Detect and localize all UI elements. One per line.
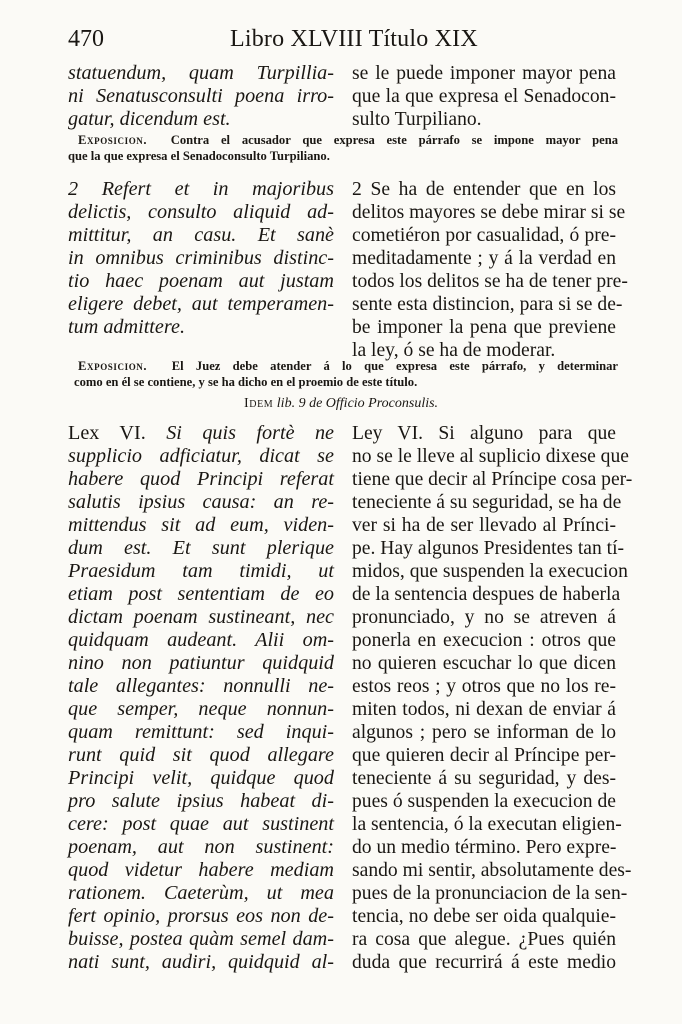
spanish-line: teneciente á su seguridad, y des- [352,768,616,789]
latin-line: 2 Refert et in majoribus [68,178,334,200]
latin-line: delictis, consulto aliquid ad- [68,201,334,223]
latin-column-block-1 [68,62,334,131]
latin-line: eligere debet, aut temperamen- [68,293,334,315]
latin-line: nati sunt, audiri, quidquid al- [68,951,334,973]
source-author: Idem [244,396,274,411]
spanish-line: be imponer la pena que previene [352,317,616,338]
exposicion-line: como en él se contiene, y se ha dicho en el proemio de este título. [74,375,418,389]
spanish-line: sulto Turpiliano. [352,109,482,130]
spanish-line: do un medio término. Pero expre- [352,837,617,858]
exposicion-line: El Juez debe atender á lo que expresa este párrafo, y determinar [171,359,619,373]
exposicion-line: Contra el acusador que expresa este párrafo se impone mayor pena [170,133,619,147]
spanish-column-block-2 [352,178,628,362]
spanish-column-block-1 [352,62,616,131]
page-number: 470 [68,26,104,52]
latin-line: nino non patiuntur quidquid [68,652,334,674]
law-heading: Lex VI. [68,422,146,444]
spanish-line: tencia, no debe ser oida qualquie- [352,906,616,927]
spanish-line: todos los delitos se ha de tener pre- [352,271,628,292]
latin-line: supplicio adficiatur, dicat se [68,445,334,467]
exposicion-label: Exposicion. [78,133,148,147]
latin-line: runt quid sit quod allegare [68,744,334,766]
spanish-line: ponerla en execucion : otros que [352,630,616,651]
spanish-line: tiene que decir al Príncipe cosa per- [352,469,633,490]
spanish-line: miten todos, ni dexan de enviar á [352,699,616,720]
spanish-line: pe. Hay algunos Presidentes tan tí- [352,538,625,559]
spanish-line: que quieren decir al Príncipe per- [352,745,616,766]
spanish-line: que la que expresa el Senadocon- [352,86,616,107]
latin-line: etiam post sententiam de eo [68,583,334,605]
latin-line: statuendum, quam Turpillia- [68,62,334,84]
spanish-line: de la sentencia despues de haberla [352,584,621,605]
latin-line: Lex VI. Si quis fortè ne [68,422,334,444]
spanish-line: pues ó suspenden la execucion de [352,791,616,812]
spanish-line: Ley VI. Si alguno para que [352,423,616,444]
latin-line: tum admittere. [68,316,185,338]
spanish-line: cometiéron por casualidad, ó pre- [352,225,616,246]
spanish-line: no quieren escuchar lo que dicen [352,653,616,674]
latin-line: salutis ipsius causa: an re- [68,491,334,513]
latin-line: habere quod Principi referat [68,468,334,490]
latin-line: fert opinio, prorsus eos non de- [68,905,334,927]
spanish-line: ver si ha de ser llevado al Prínci- [352,515,616,536]
latin-line: buisse, postea quàm semel dam- [68,928,334,950]
latin-line: cere: post quae aut sustinent [68,813,334,835]
spanish-line: duda que recurrirá á este medio [352,952,616,973]
latin-line: que semper, neque nonnun- [68,698,334,720]
latin-line: rationem. Caeterùm, ut mea [68,882,334,904]
latin-line: quod videtur habere mediam [68,859,334,881]
spanish-line: la ley, ó se ha de moderar. [352,340,556,361]
latin-line: mittitur, an casu. Et sanè [68,224,334,246]
latin-line: dictam poenam sustineant, nec [68,606,334,628]
page-header [68,26,628,56]
latin-line: quam remittunt: sed inqui- [68,721,334,743]
latin-column-block-3 [68,422,334,974]
running-title: Libro XLVIII Título XIX [230,26,478,52]
spanish-line: ra cosa que alegue. ¿Pues quién [352,929,616,950]
spanish-line: no se le lleve al suplicio dixese que [352,446,629,467]
latin-line: tale allegantes: nonnulli ne- [68,675,334,697]
exposicion-note-2 [74,358,619,390]
spanish-line: 2 Se ha de entender que en los [352,179,616,200]
spanish-line: algunos ; pero se informan de lo [352,722,616,743]
latin-line: mittendus sit ad eum, viden- [68,514,334,536]
spanish-line: midos, que suspenden la execucion [352,561,628,582]
spanish-line: sente esta distincion, para si se de- [352,294,623,315]
spanish-line: pronunciado, y no se atreven á [352,607,616,628]
spanish-line: delitos mayores se debe mirar si se [352,202,626,223]
spanish-line: la sentencia, ó la executan eligien- [352,814,622,835]
latin-line: pro salute ipsius habeat di- [68,790,334,812]
latin-line: dum est. Et sunt plerique [68,537,334,559]
spanish-line: sando mi sentir, absolutamente des- [352,860,632,881]
spanish-column-block-3 [352,422,633,974]
latin-line: in omnibus criminibus distinc- [68,247,334,269]
spanish-line: teneciente á su seguridad, se ha de [352,492,622,513]
exposicion-line: que la que expresa el Senadoconsulto Turpiliano. [68,149,330,163]
latin-line: gatur, dicendum est. [68,108,231,130]
latin-line: Principi velit, quidque quod [68,767,334,789]
latin-line: poenam, aut non sustinent: [68,836,334,858]
latin-line: tio haec poenam aut justam [68,270,334,292]
latin-line: quidquam audeant. Alii om- [68,629,334,651]
spanish-line: pues de la pronunciacion de la sen- [352,883,628,904]
spanish-line: se le puede imponer mayor pena [352,63,616,84]
source-citation [244,396,474,412]
spanish-line: estos reos ; y otros que no los re- [352,676,616,697]
source-reference: lib. 9 de Officio Proconsulis. [276,396,439,411]
exposicion-note-1 [68,132,619,164]
latin-column-block-2 [68,178,334,339]
spanish-line: meditadamente ; y á la verdad en [352,248,616,269]
exposicion-label: Exposicion. [78,359,148,373]
latin-line: Praesidum tam timidi, ut [68,560,334,582]
latin-line: ni Senatusconsulti poena irro- [68,85,334,107]
